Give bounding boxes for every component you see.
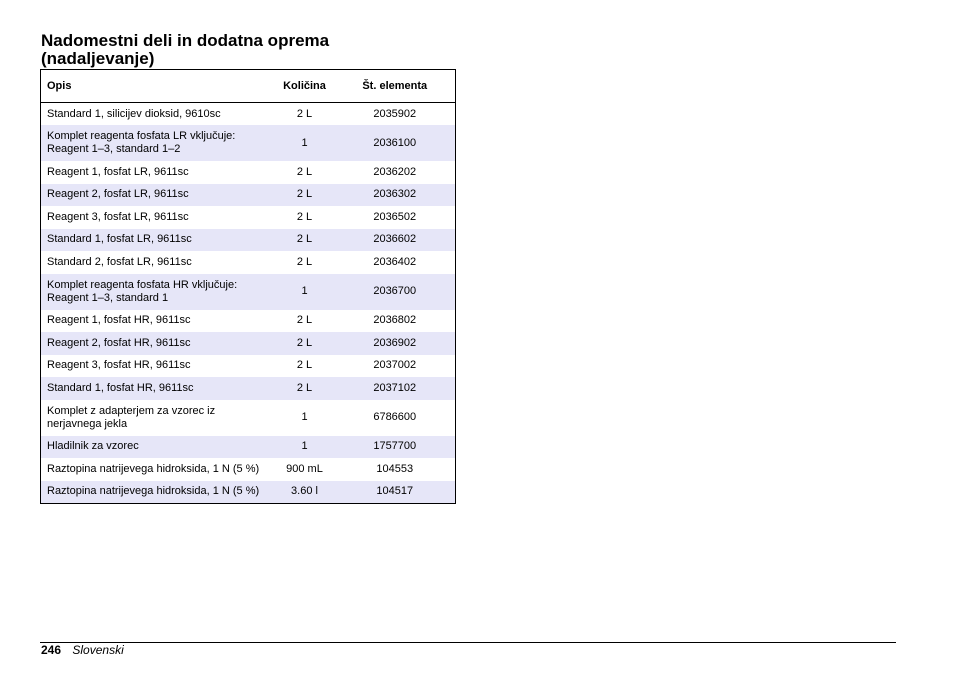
cell-quantity: 1 [275,274,335,310]
cell-quantity: 1 [275,400,335,436]
table-row [41,310,456,333]
cell-item-number: 2036502 [335,206,456,229]
table-row [41,103,456,126]
cell-description: Raztopina natrijevega hidroksida, 1 N (5 %) [41,481,275,504]
cell-description: Standard 1, fosfat HR, 9611sc [41,377,275,400]
cell-quantity: 900 mL [275,458,335,481]
cell-description: Standard 1, fosfat LR, 9611sc [41,229,275,252]
table-row [41,184,456,207]
cell-item-number: 6786600 [335,400,456,436]
page-number: 246 [41,643,62,657]
cell-item-number: 2036700 [335,274,456,310]
cell-description: Reagent 3, fosfat HR, 9611sc [41,355,275,378]
cell-quantity: 2 L [275,355,335,378]
page-footer [41,643,124,657]
table-row [41,436,456,459]
column-header-item-number: Št. elementa [335,70,456,103]
page-title-line-2: (nadaljevanje) [41,49,155,68]
cell-quantity: 1 [275,125,335,161]
cell-quantity: 2 L [275,184,335,207]
column-header-quantity: Količina [275,70,335,103]
table-row [41,229,456,252]
cell-item-number: 2036802 [335,310,456,333]
cell-item-number: 2037102 [335,377,456,400]
cell-item-number: 104517 [335,481,456,504]
column-header-description: Opis [41,70,275,103]
parts-table [40,69,456,504]
table-row [41,458,456,481]
cell-item-number: 2035902 [335,103,456,126]
table-row [41,125,456,161]
cell-description: Reagent 3, fosfat LR, 9611sc [41,206,275,229]
cell-quantity: 1 [275,436,335,459]
cell-item-number: 2036402 [335,251,456,274]
table-row [41,377,456,400]
cell-description: Raztopina natrijevega hidroksida, 1 N (5 %) [41,458,275,481]
cell-description: Reagent 1, fosfat LR, 9611sc [41,161,275,184]
table-row [41,161,456,184]
cell-quantity: 2 L [275,103,335,126]
cell-quantity: 2 L [275,161,335,184]
cell-quantity: 2 L [275,206,335,229]
cell-quantity: 2 L [275,377,335,400]
cell-item-number: 1757700 [335,436,456,459]
cell-item-number: 2036302 [335,184,456,207]
page-title-line-1: Nadomestni deli in dodatna oprema [41,31,330,50]
cell-description: Reagent 1, fosfat HR, 9611sc [41,310,275,333]
cell-description: Standard 1, silicijev dioksid, 9610sc [41,103,275,126]
cell-description: Reagent 2, fosfat LR, 9611sc [41,184,275,207]
cell-description: Reagent 2, fosfat HR, 9611sc [41,332,275,355]
table-row [41,206,456,229]
table-row [41,355,456,378]
footer-divider [40,642,896,643]
table-header-row [41,70,456,103]
cell-item-number: 2036100 [335,125,456,161]
page-title [41,32,329,68]
cell-quantity: 2 L [275,251,335,274]
cell-item-number: 2036202 [335,161,456,184]
cell-quantity: 2 L [275,310,335,333]
cell-item-number: 104553 [335,458,456,481]
footer-language: Slovenski [72,643,124,657]
cell-item-number: 2037002 [335,355,456,378]
cell-item-number: 2036902 [335,332,456,355]
table-row [41,251,456,274]
table-row [41,481,456,504]
cell-quantity: 2 L [275,229,335,252]
parts-table-body [41,103,456,504]
cell-description: Hladilnik za vzorec [41,436,275,459]
cell-quantity: 3.60 l [275,481,335,504]
cell-description: Komplet reagenta fosfata HR vključuje: Reagent 1–3, standard 1 [41,274,275,310]
cell-description: Standard 2, fosfat LR, 9611sc [41,251,275,274]
table-row [41,400,456,436]
table-row [41,274,456,310]
cell-quantity: 2 L [275,332,335,355]
cell-item-number: 2036602 [335,229,456,252]
cell-description: Komplet reagenta fosfata LR vključuje: Reagent 1–3, standard 1–2 [41,125,275,161]
table-row [41,332,456,355]
cell-description: Komplet z adapterjem za vzorec iz nerjavnega jekla [41,400,275,436]
